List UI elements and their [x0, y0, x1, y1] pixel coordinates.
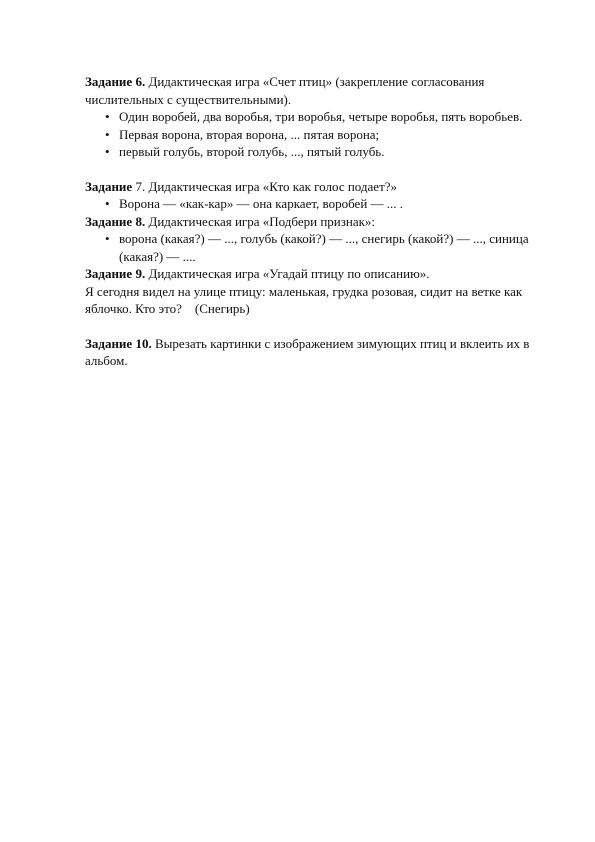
list-item: • Один воробей, два воробья, три воробья, четыре воробья, пять воробьев. — [85, 108, 555, 126]
list-item: • Первая ворона, вторая ворона, ... пятая ворона; — [85, 126, 555, 144]
spacer — [85, 161, 555, 178]
list-item: • ворона (какая?) — ..., голубь (какой?) — ..., снегирь (какой?) — ..., синица (какая?) — .... — [85, 230, 555, 265]
task10-text: Вырезать картинки с изображением зимующих птиц и вклеить их в альбом. — [85, 335, 530, 368]
task6-text: Дидактическая игра «Счет птиц» (закрепление согласования числительных с существительными). — [85, 74, 485, 107]
task9-label: Задание 9. — [85, 266, 146, 281]
task6-list — [85, 108, 555, 161]
document-content — [85, 73, 555, 370]
task6-label: Задание 6. — [85, 74, 146, 89]
task9-text: Дидактическая игра «Угадай птицу по описанию». — [145, 266, 430, 281]
task9-paragraph: Я сегодня видел на улице птицу: маленькая, грудка розовая, сидит на ветке как яблочко. Кто это? (Снегирь) — [85, 283, 526, 316]
task10-label: Задание 10. — [85, 335, 152, 351]
task8-list — [85, 230, 555, 265]
task8-text: Дидактическая игра «Подбери признак»: — [145, 213, 376, 229]
task7-text: 7. Дидактическая игра «Кто как голос подает?» — [132, 178, 398, 194]
list-item: • Ворона — «как-кар» — она каркает, воробей — ... . — [85, 195, 555, 213]
task10-heading — [85, 335, 555, 370]
spacer — [85, 318, 555, 335]
list-item: • первый голубь, второй голубь, ..., пятый голубь. — [85, 143, 555, 161]
task9-heading — [85, 265, 555, 283]
task8-label: Задание 8. — [85, 213, 146, 229]
task6-heading — [85, 73, 555, 108]
task7-label: Задание — [85, 178, 133, 194]
task8-heading — [85, 213, 555, 231]
task7-heading — [85, 178, 555, 196]
task7-list — [85, 195, 555, 213]
